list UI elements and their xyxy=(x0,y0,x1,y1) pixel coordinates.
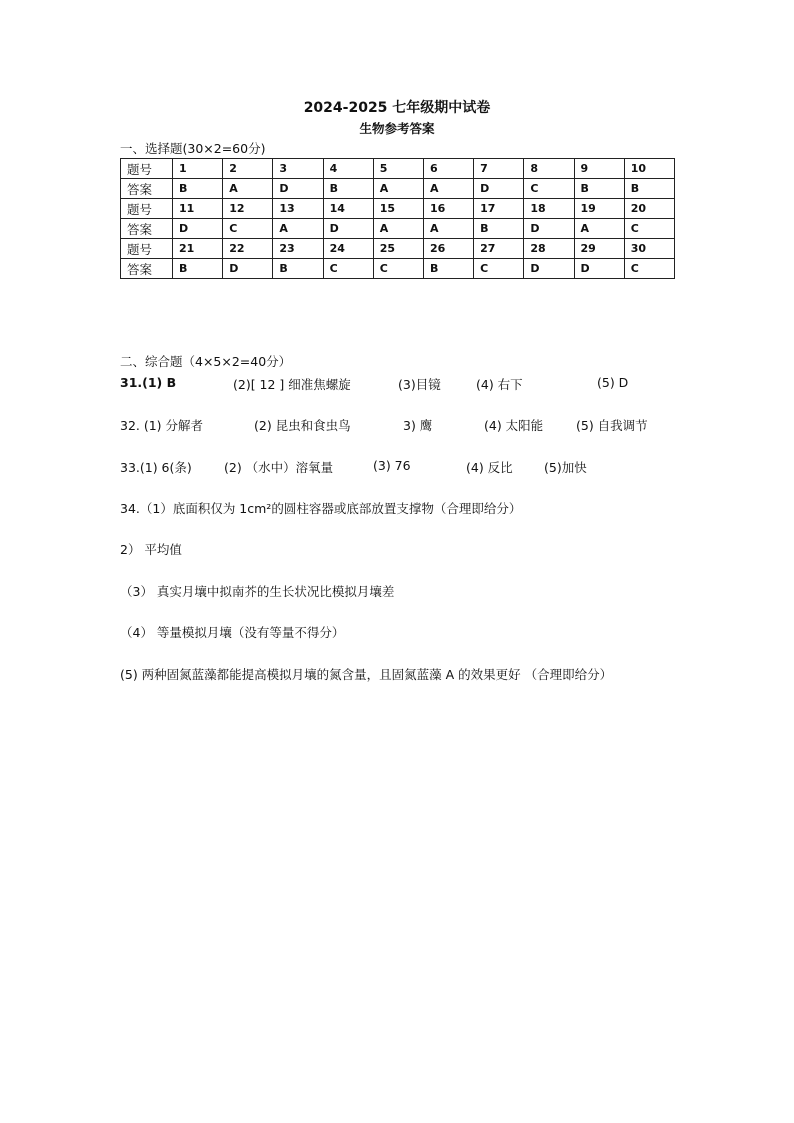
row-label: 答案 xyxy=(121,219,173,239)
table-cell: 12 xyxy=(223,199,273,219)
q33-part3: (3) 76 xyxy=(373,458,411,473)
table-cell: 14 xyxy=(323,199,373,219)
table-cell: C xyxy=(624,219,674,239)
table-cell: 30 xyxy=(624,239,674,259)
answer-q34-line5: (5) 两种固氮蓝藻都能提高模拟月壤的氮含量，且固氮蓝藻 A 的效果更好 （合理即给分） xyxy=(120,667,613,682)
table-cell: 15 xyxy=(373,199,423,219)
table-cell: A xyxy=(574,219,624,239)
table-row xyxy=(121,219,675,239)
table-cell: 17 xyxy=(474,199,524,219)
row-label: 题号 xyxy=(121,199,173,219)
table-cell: 1 xyxy=(173,159,223,179)
table-cell: A xyxy=(423,219,473,239)
answer-q34-line1: 34.（1）底面积仅为 1cm²的圆柱容器或底部放置支撑物（合理即给分） xyxy=(120,501,522,516)
row-label: 题号 xyxy=(121,159,173,179)
q32-part4: (4) 太阳能 xyxy=(484,418,544,433)
table-cell: 23 xyxy=(273,239,323,259)
q31-part4: (4) 右下 xyxy=(476,377,523,392)
table-cell: 16 xyxy=(423,199,473,219)
q33-part5: (5)加快 xyxy=(544,460,587,475)
table-cell: 22 xyxy=(223,239,273,259)
table-cell: 5 xyxy=(373,159,423,179)
answer-q34-line2: 2） 平均值 xyxy=(120,542,182,557)
table-cell: 4 xyxy=(323,159,373,179)
table-row xyxy=(121,179,675,199)
table-row xyxy=(121,199,675,219)
table-cell: 18 xyxy=(524,199,574,219)
section2-heading: 二、综合题（4×5×2=40分） xyxy=(120,354,292,369)
table-cell: D xyxy=(574,259,624,279)
table-cell: 27 xyxy=(474,239,524,259)
table-row xyxy=(121,159,675,179)
table-cell: B xyxy=(624,179,674,199)
table-cell: D xyxy=(524,219,574,239)
table-cell: 20 xyxy=(624,199,674,219)
table-cell: 6 xyxy=(423,159,473,179)
table-cell: B xyxy=(273,259,323,279)
table-cell: 3 xyxy=(273,159,323,179)
q33-part2: (2) （水中）溶氧量 xyxy=(224,460,334,475)
q32-part2: (2) 昆虫和食虫鸟 xyxy=(254,418,351,433)
table-cell: B xyxy=(173,259,223,279)
row-label: 答案 xyxy=(121,259,173,279)
table-cell: 24 xyxy=(323,239,373,259)
table-cell: D xyxy=(474,179,524,199)
choice-answer-table xyxy=(120,158,675,279)
table-cell: A xyxy=(373,219,423,239)
table-cell: D xyxy=(223,259,273,279)
table-cell: C xyxy=(524,179,574,199)
row-label: 题号 xyxy=(121,239,173,259)
table-cell: C xyxy=(223,219,273,239)
table-cell: 26 xyxy=(423,239,473,259)
table-cell: A xyxy=(423,179,473,199)
table-cell: D xyxy=(273,179,323,199)
table-cell: C xyxy=(474,259,524,279)
q32-part1: 32. (1) 分解者 xyxy=(120,418,204,433)
q31-part1: 31.(1) B xyxy=(120,375,177,390)
table-cell: 28 xyxy=(524,239,574,259)
table-cell: C xyxy=(373,259,423,279)
table-cell: 25 xyxy=(373,239,423,259)
q31-part3: (3)目镜 xyxy=(398,377,441,392)
table-cell: B xyxy=(423,259,473,279)
q31-part2: (2)[ 12 ] 细准焦螺旋 xyxy=(233,377,351,392)
table-cell: B xyxy=(574,179,624,199)
table-cell: A xyxy=(223,179,273,199)
table-cell: 2 xyxy=(223,159,273,179)
table-cell: D xyxy=(524,259,574,279)
document-title: 2024-2025 七年级期中试卷 xyxy=(303,100,491,116)
table-cell: A xyxy=(273,219,323,239)
answer-q34-line3: （3） 真实月壤中拟南芥的生长状况比模拟月壤差 xyxy=(120,584,395,599)
q31-part5: (5) D xyxy=(597,375,629,390)
table-cell: 29 xyxy=(574,239,624,259)
table-cell: D xyxy=(173,219,223,239)
table-row xyxy=(121,239,675,259)
table-row xyxy=(121,259,675,279)
table-cell: 8 xyxy=(524,159,574,179)
table-cell: 13 xyxy=(273,199,323,219)
q33-part4: (4) 反比 xyxy=(466,460,513,475)
table-cell: B xyxy=(474,219,524,239)
q32-part5: (5) 自我调节 xyxy=(576,418,648,433)
q32-part3: 3) 鹰 xyxy=(403,418,433,433)
row-label: 答案 xyxy=(121,179,173,199)
table-cell: B xyxy=(323,179,373,199)
table-cell: 7 xyxy=(474,159,524,179)
section1-heading: 一、选择题(30×2=60分) xyxy=(120,141,266,156)
q33-part1: 33.(1) 6(条) xyxy=(120,460,192,475)
document-subtitle: 生物参考答案 xyxy=(359,121,435,136)
answer-q34-line4: （4） 等量模拟月壤（没有等量不得分） xyxy=(120,625,345,640)
table-cell: 9 xyxy=(574,159,624,179)
table-cell: 21 xyxy=(173,239,223,259)
table-cell: D xyxy=(323,219,373,239)
table-cell: 11 xyxy=(173,199,223,219)
table-cell: 19 xyxy=(574,199,624,219)
table-cell: B xyxy=(173,179,223,199)
table-cell: A xyxy=(373,179,423,199)
table-cell: C xyxy=(323,259,373,279)
table-cell: C xyxy=(624,259,674,279)
table-cell: 10 xyxy=(624,159,674,179)
